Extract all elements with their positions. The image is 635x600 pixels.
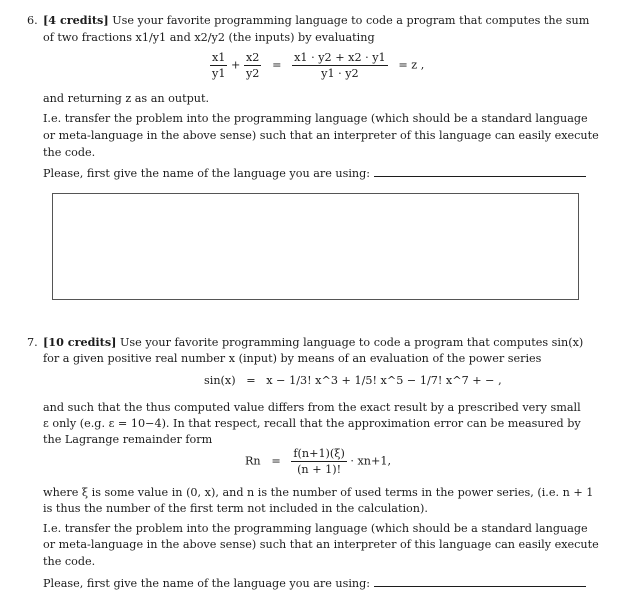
q7-para2-2: ε only (e.g. ε = 10−4). In that respect, recall that the approximation error can be measured by	[43, 417, 581, 430]
series-equals: =	[246, 374, 256, 387]
q7-para3-1: where ξ is some value in (0, x), and n is the number of used terms in the power series, (i.e. n + 1	[43, 486, 594, 499]
q7-remainder-equation	[245, 446, 391, 477]
series-term-7: 1/7! x^7	[419, 374, 469, 387]
q6-prompt-text: Please, first give the name of the language you are using:	[43, 167, 371, 180]
q6-answer-box[interactable]	[52, 193, 579, 300]
series-term-5: 1/5! x^5	[354, 374, 404, 387]
q7-transfer-2: or meta-language in the above sense) such that an interpreter of this language can easily execute	[43, 538, 599, 551]
remainder-lhs: Rn	[245, 454, 261, 468]
remainder-frac	[291, 446, 346, 477]
series-term-3: 1/3! x^3	[289, 374, 338, 387]
q7-line2: for a given positive real number x (input) by means of an evaluation of the power series	[43, 352, 542, 365]
q7-series-equation: sin(x) = x − 1/3! x^3 + 1/5! x^5 − 1/7! x^7 + − ,	[204, 374, 502, 387]
remainder-denominator: (n + 1)!	[297, 463, 342, 476]
remainder-tail: · xn+1,	[350, 454, 392, 468]
remainder-numerator: f(n+1)(ξ)	[293, 447, 345, 460]
q7-para3-2: is thus the number of the first term not included in the calculation).	[43, 502, 428, 515]
frac-num-x2: x2	[244, 50, 261, 66]
q7-credits: [10 credits]	[43, 335, 117, 349]
equals-sign: =	[272, 58, 282, 72]
frac-sum	[292, 50, 388, 81]
q7-para2-3: the Lagrange remainder form	[43, 433, 213, 446]
q6-line3: and returning z as an output.	[43, 92, 210, 105]
q7-para2-1: and such that the thus computed value differs from the exact result by a prescribed very small	[43, 401, 581, 414]
q6-number: 6.	[27, 14, 38, 27]
q6-transfer-3: the code.	[43, 146, 96, 159]
q6-text1: Use your favorite programming language to code a program that computes the sum	[112, 14, 590, 27]
q6-language-blank[interactable]	[374, 164, 586, 177]
q7-number: 7.	[27, 336, 38, 349]
series-x-term: x −	[266, 374, 286, 387]
q6-line1	[43, 12, 589, 29]
series-tail: + − ,	[472, 374, 502, 387]
q6-line2: of two fractions x1/y1 and x2/y2 (the inputs) by evaluating	[43, 31, 375, 44]
q6-transfer-1: I.e. transfer the problem into the programming language (which should be a standard language	[43, 112, 588, 125]
series-lhs: sin(x)	[204, 374, 236, 387]
plus-sign: +	[231, 58, 241, 72]
q7-transfer-1: I.e. transfer the problem into the programming language (which should be a standard language	[43, 522, 588, 535]
frac-x1-y1	[210, 50, 227, 81]
frac-sum-numerator: x1 · y2 + x2 · y1	[294, 51, 386, 64]
q6-credits: [4 credits]	[43, 13, 109, 27]
frac-den-y1: y1	[212, 67, 226, 80]
q7-text1: Use your favorite programming language to code a program that computes sin(x)	[119, 336, 584, 349]
frac-den-y2: y2	[245, 67, 260, 80]
q7-language-prompt	[43, 574, 586, 592]
q6-transfer-2: or meta-language in the above sense) such that an interpreter of this language can easily execute	[43, 129, 599, 142]
q6-language-prompt	[43, 164, 586, 182]
remainder-equals: =	[271, 454, 281, 468]
frac-sum-denominator: y1 · y2	[321, 67, 359, 80]
q7-language-blank[interactable]	[374, 574, 586, 587]
frac-num-x1: x1	[210, 50, 227, 66]
q7-line1	[43, 334, 583, 351]
q7-prompt-text: Please, first give the name of the language you are using:	[43, 577, 371, 590]
q7-transfer-3: the code.	[43, 555, 96, 568]
equation-result: = z ,	[398, 58, 425, 72]
frac-x2-y2	[244, 50, 261, 81]
q6-equation	[210, 50, 424, 81]
